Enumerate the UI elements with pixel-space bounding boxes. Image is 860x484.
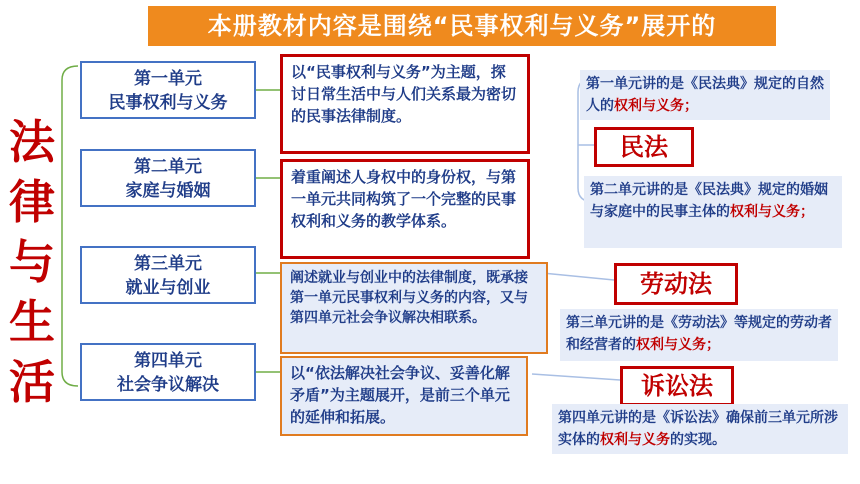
unit-box-2: [80, 149, 256, 207]
civil-law-label: 民法: [594, 127, 694, 167]
unit-name: 民事权利与义务: [108, 93, 228, 113]
litigation-law-label: 诉讼法: [620, 366, 734, 406]
side-title-char: 与: [9, 235, 55, 289]
unit-name: 社会争议解决: [117, 375, 219, 395]
note-box-2: [584, 176, 842, 248]
page-title: 本册教材内容是围绕“民事权利与义务”展开的: [148, 6, 776, 46]
unit-number: 第四单元: [134, 351, 202, 371]
note-text: 第四单元讲的是《诉讼法》确保前三单元所涉实体的: [558, 410, 838, 448]
note-highlight: 权利与义务: [600, 432, 670, 448]
unit-number: 第二单元: [134, 157, 202, 177]
description-box-3: 阐述就业与创业中的法律制度，既承接第一单元民事权利与义务的内容，又与第四单元社会争议解决相联系。: [280, 262, 548, 354]
description-box-1: 以“民事权利与义务”为主题，探讨日常生活中与人们关系最为密切的民事法律制度。: [280, 54, 530, 154]
unit-box-1: [80, 61, 256, 119]
side-title-char: 法: [9, 115, 55, 169]
note-highlight: 权利与义务；: [636, 337, 720, 353]
unit-box-4: [80, 343, 256, 401]
labor-law-label: 劳动法: [614, 263, 738, 305]
note-highlight: 权利与义务；: [730, 204, 814, 220]
note-highlight: 权利与义务；: [614, 98, 698, 114]
unit-number: 第一单元: [134, 69, 202, 89]
side-title: [6, 112, 58, 412]
note-text-end: 的实现。: [670, 432, 726, 448]
unit-name: 就业与创业: [125, 278, 211, 298]
note-text: 第一单元讲的是《民法典》规定的自然人的: [586, 76, 824, 114]
left-bracket: [62, 66, 78, 386]
note-box-4: [552, 404, 848, 454]
unit-name: 家庭与婚姻: [125, 181, 211, 201]
unit-number: 第三单元: [134, 254, 202, 274]
description-box-4: 以“依法解决社会争议、妥善化解矛盾”为主题展开，是前三个单元的延伸和拓展。: [280, 356, 528, 436]
connector-litigation-law: [532, 374, 620, 380]
note-box-3: [560, 309, 838, 361]
description-box-2: 着重阐述人身权中的身份权，与第一单元共同构筑了一个完整的民事权利和义务的教学体系。: [280, 159, 530, 259]
note-text: 第二单元讲的是《民法典》规定的婚姻与家庭中的民事主体的: [590, 182, 828, 220]
unit-box-3: [80, 246, 256, 304]
note-text: 第三单元讲的是《劳动法》等规定的劳动者和经营者的: [566, 315, 832, 353]
side-title-char: 生: [9, 295, 55, 349]
note-box-1: [580, 70, 830, 120]
side-title-char: 活: [9, 355, 55, 409]
side-title-char: 律: [9, 175, 55, 229]
